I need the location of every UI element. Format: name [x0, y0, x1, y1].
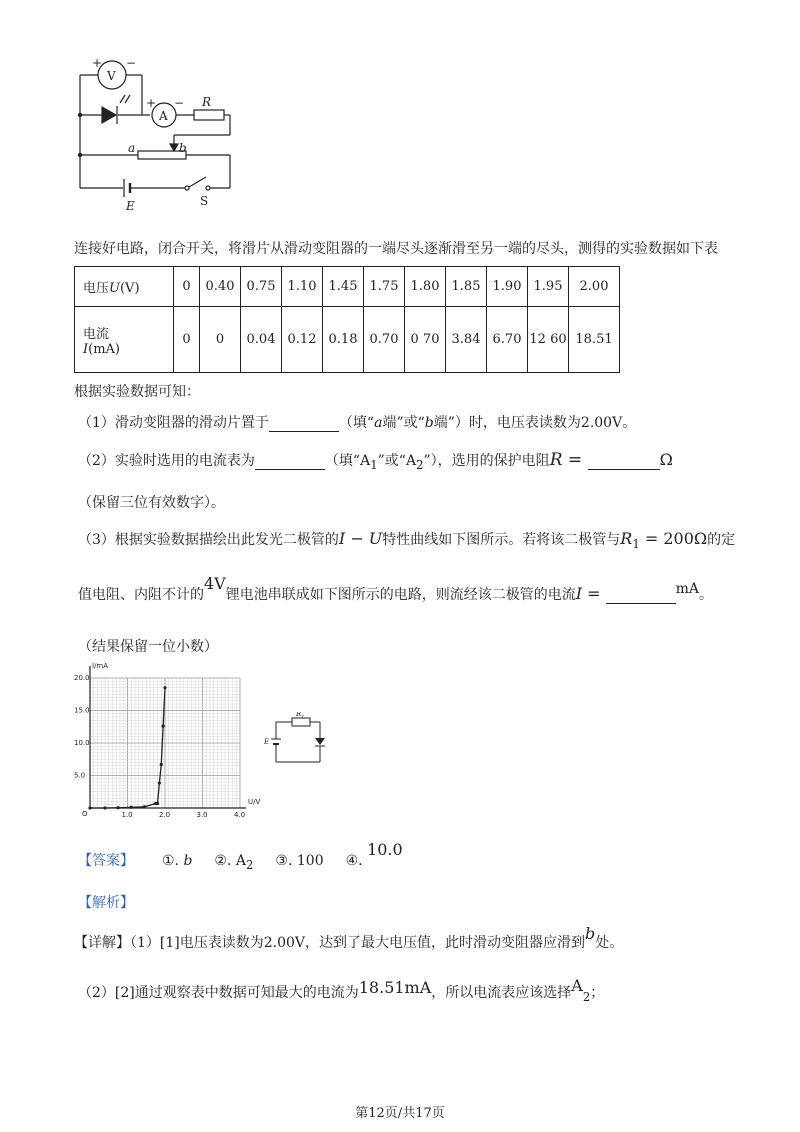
voltmeter-plus: +: [92, 56, 103, 70]
voltage-cell: 1.80: [405, 267, 446, 307]
current-cell: 0: [174, 307, 200, 373]
voltage-row: [75, 267, 620, 307]
answer-line: 【答案】 ①. b ②. $A_2$ ③. 100 ④. 10.0: [78, 840, 403, 872]
voltmeter-label: V: [107, 69, 116, 83]
data-point: [156, 802, 159, 805]
data-point: [130, 806, 133, 809]
switch-label: S: [200, 194, 209, 208]
circuit-diagram-1: [70, 55, 250, 215]
question-3: （3）根据实验数据描绘出此发光二极管的I − U特性曲线如下图所示。若将该二极管与$R_1 = 200\Omega$的定: [78, 529, 736, 551]
current-cell: 18.51: [569, 307, 620, 373]
voltage-cell: 1.85: [446, 267, 487, 307]
x-tick-label: 4.0: [234, 811, 246, 819]
data-point: [158, 781, 161, 784]
answer-blank[interactable]: [588, 453, 660, 470]
x-tick-label: 2.0: [159, 811, 171, 819]
current-cell: 0.12: [282, 307, 323, 373]
origin-label: O: [82, 810, 88, 818]
current-cell: 0: [200, 307, 241, 373]
voltage-cell: 0.40: [200, 267, 241, 307]
y-tick-label: 15.0: [74, 706, 90, 715]
intro-text: 连接好电路，闭合开关，将滑片从滑动变阻器的一端尽头逐渐滑至另一端的尽头，测得的实验数据如下表: [74, 241, 718, 257]
current-cell: 0.18: [323, 307, 364, 373]
voltage-cell: 1.75: [364, 267, 405, 307]
detail-1: 【详解】（1）[1]电压表读数为2.00V，达到了最大电压值，此时滑动变阻器应滑到b处。: [74, 924, 624, 951]
x-tick-label: 1.0: [121, 811, 133, 819]
y-tick-label: 5.0: [74, 771, 86, 780]
iu-characteristic-graph: [74, 660, 264, 820]
r1-label: $R_1$: [296, 712, 305, 720]
current-cell: 0 70: [405, 307, 446, 373]
page-footer: 第12页/共17页: [355, 1106, 445, 1121]
data-point: [143, 805, 146, 808]
data-point: [117, 806, 120, 809]
resistor-label: R: [202, 95, 212, 109]
question-1: （1）滑动变阻器的滑动片置于 （填“a端”或“b端”）时，电压表读数为2.00V。: [78, 415, 637, 431]
question-3-note: （结果保留一位小数）: [78, 639, 218, 655]
lead-text: 根据实验数据可知：: [74, 384, 200, 400]
data-point: [160, 763, 163, 766]
data-point: [163, 686, 166, 689]
answer-tag: 【答案】: [78, 853, 134, 869]
battery-label: E: [126, 199, 135, 213]
voltage-cell: 0: [174, 267, 200, 307]
voltage-cell: 1.90: [487, 267, 528, 307]
detail-2: （2）[2]通过观察表中数据可知最大的电流为18.51mA，所以电流表应该选择$A_2$；: [78, 976, 605, 1004]
data-point: [162, 725, 165, 728]
answer-blank[interactable]: [606, 587, 676, 604]
current-cell: 0.04: [241, 307, 282, 373]
voltage-cell: 2.00: [569, 267, 620, 307]
battery-e-label: E: [264, 738, 270, 746]
circuit-diagram-2: [262, 712, 342, 772]
rheostat-end-b: b: [179, 141, 187, 155]
question-2-note: （保留三位有效数字）。: [78, 495, 225, 511]
current-cell: 6.70: [487, 307, 528, 373]
answer-blank[interactable]: [255, 453, 325, 470]
current-cell: 3.84: [446, 307, 487, 373]
x-axis-label: U/V: [248, 798, 261, 806]
x-tick-label: 3.0: [196, 811, 208, 819]
rheostat-end-a: a: [128, 141, 136, 155]
question-3-cont: 值电阻、内阻不计的4V锂电池串联成如下图所示的电路，则流经该二极管的电流I = mA。: [78, 574, 714, 603]
voltmeter-minus: −: [126, 56, 137, 70]
ammeter-label: A: [159, 109, 168, 123]
voltage-cell: 0.75: [241, 267, 282, 307]
voltage-cell: 1.95: [528, 267, 569, 307]
current-header: 电流 I(mA): [75, 307, 174, 373]
y-tick-label: 20.0: [74, 674, 90, 682]
analysis-tag: 【解析】: [78, 895, 134, 911]
voltage-header: 电压U(V): [75, 267, 174, 307]
answer-blank[interactable]: [269, 415, 339, 432]
ammeter-plus: +: [146, 96, 157, 110]
current-cell: 12 60: [528, 307, 569, 373]
y-tick-label: 10.0: [74, 739, 90, 747]
voltage-cell: 1.10: [282, 267, 323, 307]
ammeter-minus: −: [174, 96, 185, 110]
voltage-cell: 1.45: [323, 267, 364, 307]
data-point: [88, 806, 91, 809]
data-point: [103, 806, 106, 809]
data-table: [74, 266, 620, 373]
current-row: [75, 307, 620, 373]
y-axis-label: I/mA: [92, 662, 109, 670]
current-cell: 0.70: [364, 307, 405, 373]
question-2: （2）实验时选用的电流表为 （填“$A_1$”或“$A_2$”），选用的保护电阻R = Ω: [78, 450, 673, 472]
